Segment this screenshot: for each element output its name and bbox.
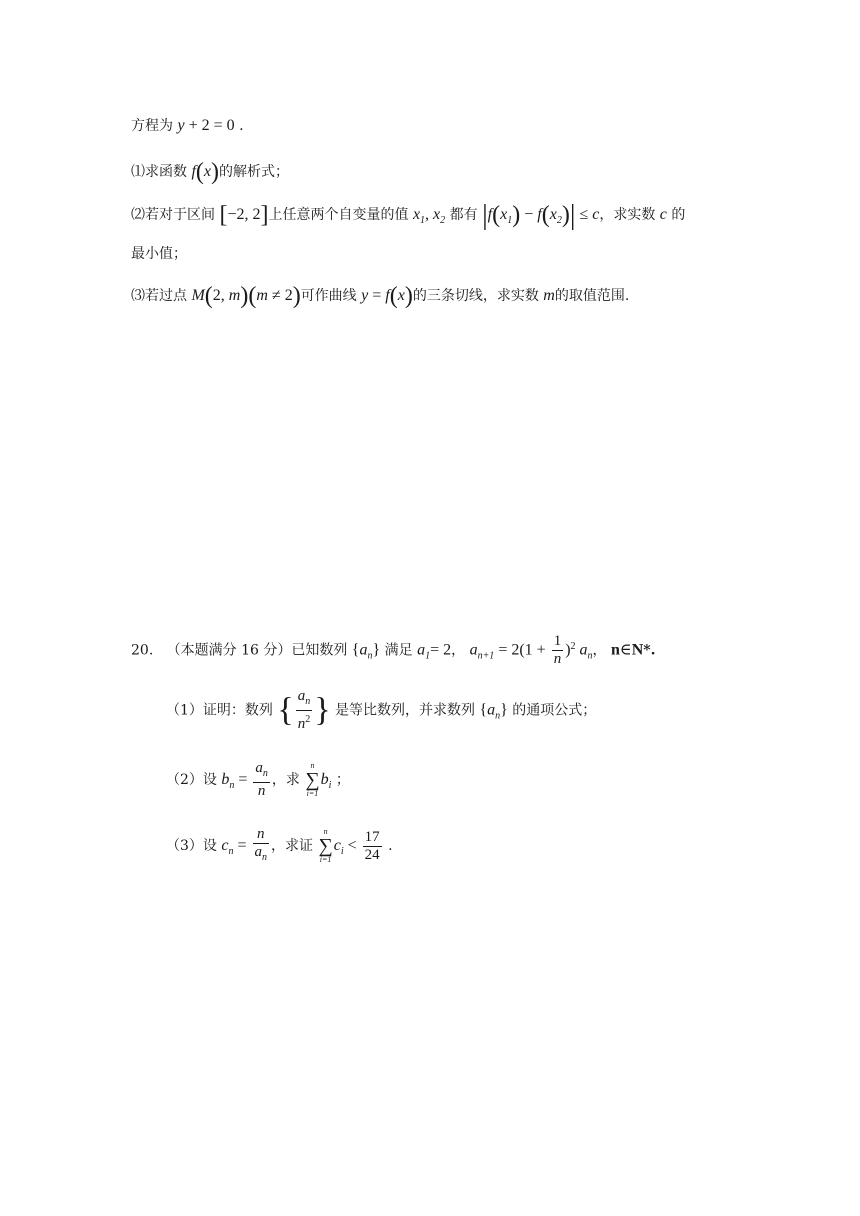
text: 设 (202, 838, 217, 854)
text: 的取值范围. (554, 288, 630, 304)
q19-part2: ⑵若对于区间 [−2, 2]上任意两个自变量的值 $x_1$, $x_2$ 都有 $|f(x_1) - f(x_2)| \le c$，求实数 c 的 (131, 200, 686, 231)
q20-sub3: （3）设 $c_n$ = $\frac{n}{a_n}$ ，求证 n ∑ i=1 $c_i$ < $\frac{17}{24}$ . (166, 826, 393, 864)
text: 是等比数列，并求数列 (334, 702, 475, 719)
text: . (239, 118, 244, 134)
q19-part2-cont (131, 242, 187, 266)
part-label: ⑴ (131, 164, 145, 180)
text: ， (451, 642, 466, 659)
text: 都有 (449, 207, 478, 223)
part-label: （3） (166, 838, 203, 854)
fraction: $\frac{1}{n}$ (553, 633, 562, 667)
math-expr: x (412, 206, 421, 223)
math-expr: f (191, 163, 196, 180)
text: 证明：数列 (202, 702, 273, 719)
part-label: （1） (166, 702, 203, 719)
q19-part1: ⑴求函数 f(x)的解析式； (131, 159, 290, 185)
text: 方程为 (131, 118, 173, 134)
text: ，求实数 (599, 207, 656, 223)
part-label: ⑵ (131, 207, 145, 223)
q20-sub1: （1）证明：数列 { $\frac{a_n}{n^2}$ } 是等比数列，并求数列 $\{a_n\}$ 的通项公式； (166, 688, 597, 732)
text: 已知数列 (291, 642, 348, 659)
text: 若对于区间 (145, 207, 215, 223)
q19-part3: ⑶若过点 M(2, m)(m ≠ 2)可作曲线 y = f(x)的三条切线，求实数 m的取值范围. (131, 283, 630, 309)
math-expr: y (177, 117, 185, 134)
text: 的三条切线，求实数 (412, 288, 539, 304)
fraction: $\frac{n}{a_n}$ (254, 826, 268, 863)
fraction: $\frac{17}{24}$ (364, 828, 380, 863)
part-label: ⑶ (131, 288, 145, 304)
text: 求函数 (145, 164, 187, 180)
score-note: （本题满分 16 分） (166, 642, 292, 659)
question-number: 20. (131, 642, 154, 659)
text: ， (592, 642, 607, 659)
q20-sub2: （2）设 $b_n$ = $\frac{a_n}{n}$ ，求 n ∑ i=1 $b_i$ ； (166, 760, 350, 799)
text: 可作曲线 (300, 288, 357, 304)
fraction: $\frac{a_n}{n}$ (255, 760, 268, 799)
text: . (388, 838, 393, 854)
text: 的 (671, 207, 686, 223)
text: ，求 (271, 772, 300, 788)
q19-line-equation: 方程为 y + 2 = 0 . (131, 117, 244, 134)
text: 最小值； (131, 246, 187, 262)
q20-intro: 20. （本题满分 16 分）已知数列 $\{a_n\}$ 满足 $a_1= 2$， $a_{n+1} = 2(1$ + $\frac{1}{n}$ )$^2$ $a_n$， n∈N*. (131, 633, 656, 667)
text: ，求证 (271, 838, 314, 854)
text: 的通项公式； (512, 702, 597, 719)
fraction: $\frac{a_n}{n^2}$ (297, 688, 311, 732)
summation: n ∑ i=1 (318, 827, 333, 864)
text: 设 (202, 772, 217, 788)
text: 上任意两个自变量的值 (268, 207, 409, 223)
summation: n ∑ i=1 (305, 761, 320, 798)
text: 的解析式； (219, 164, 290, 180)
text: ； (335, 772, 350, 788)
text: 满足 (384, 642, 413, 659)
text: *. (643, 642, 656, 659)
text: 若过点 (145, 288, 187, 304)
part-label: （2） (166, 772, 203, 788)
